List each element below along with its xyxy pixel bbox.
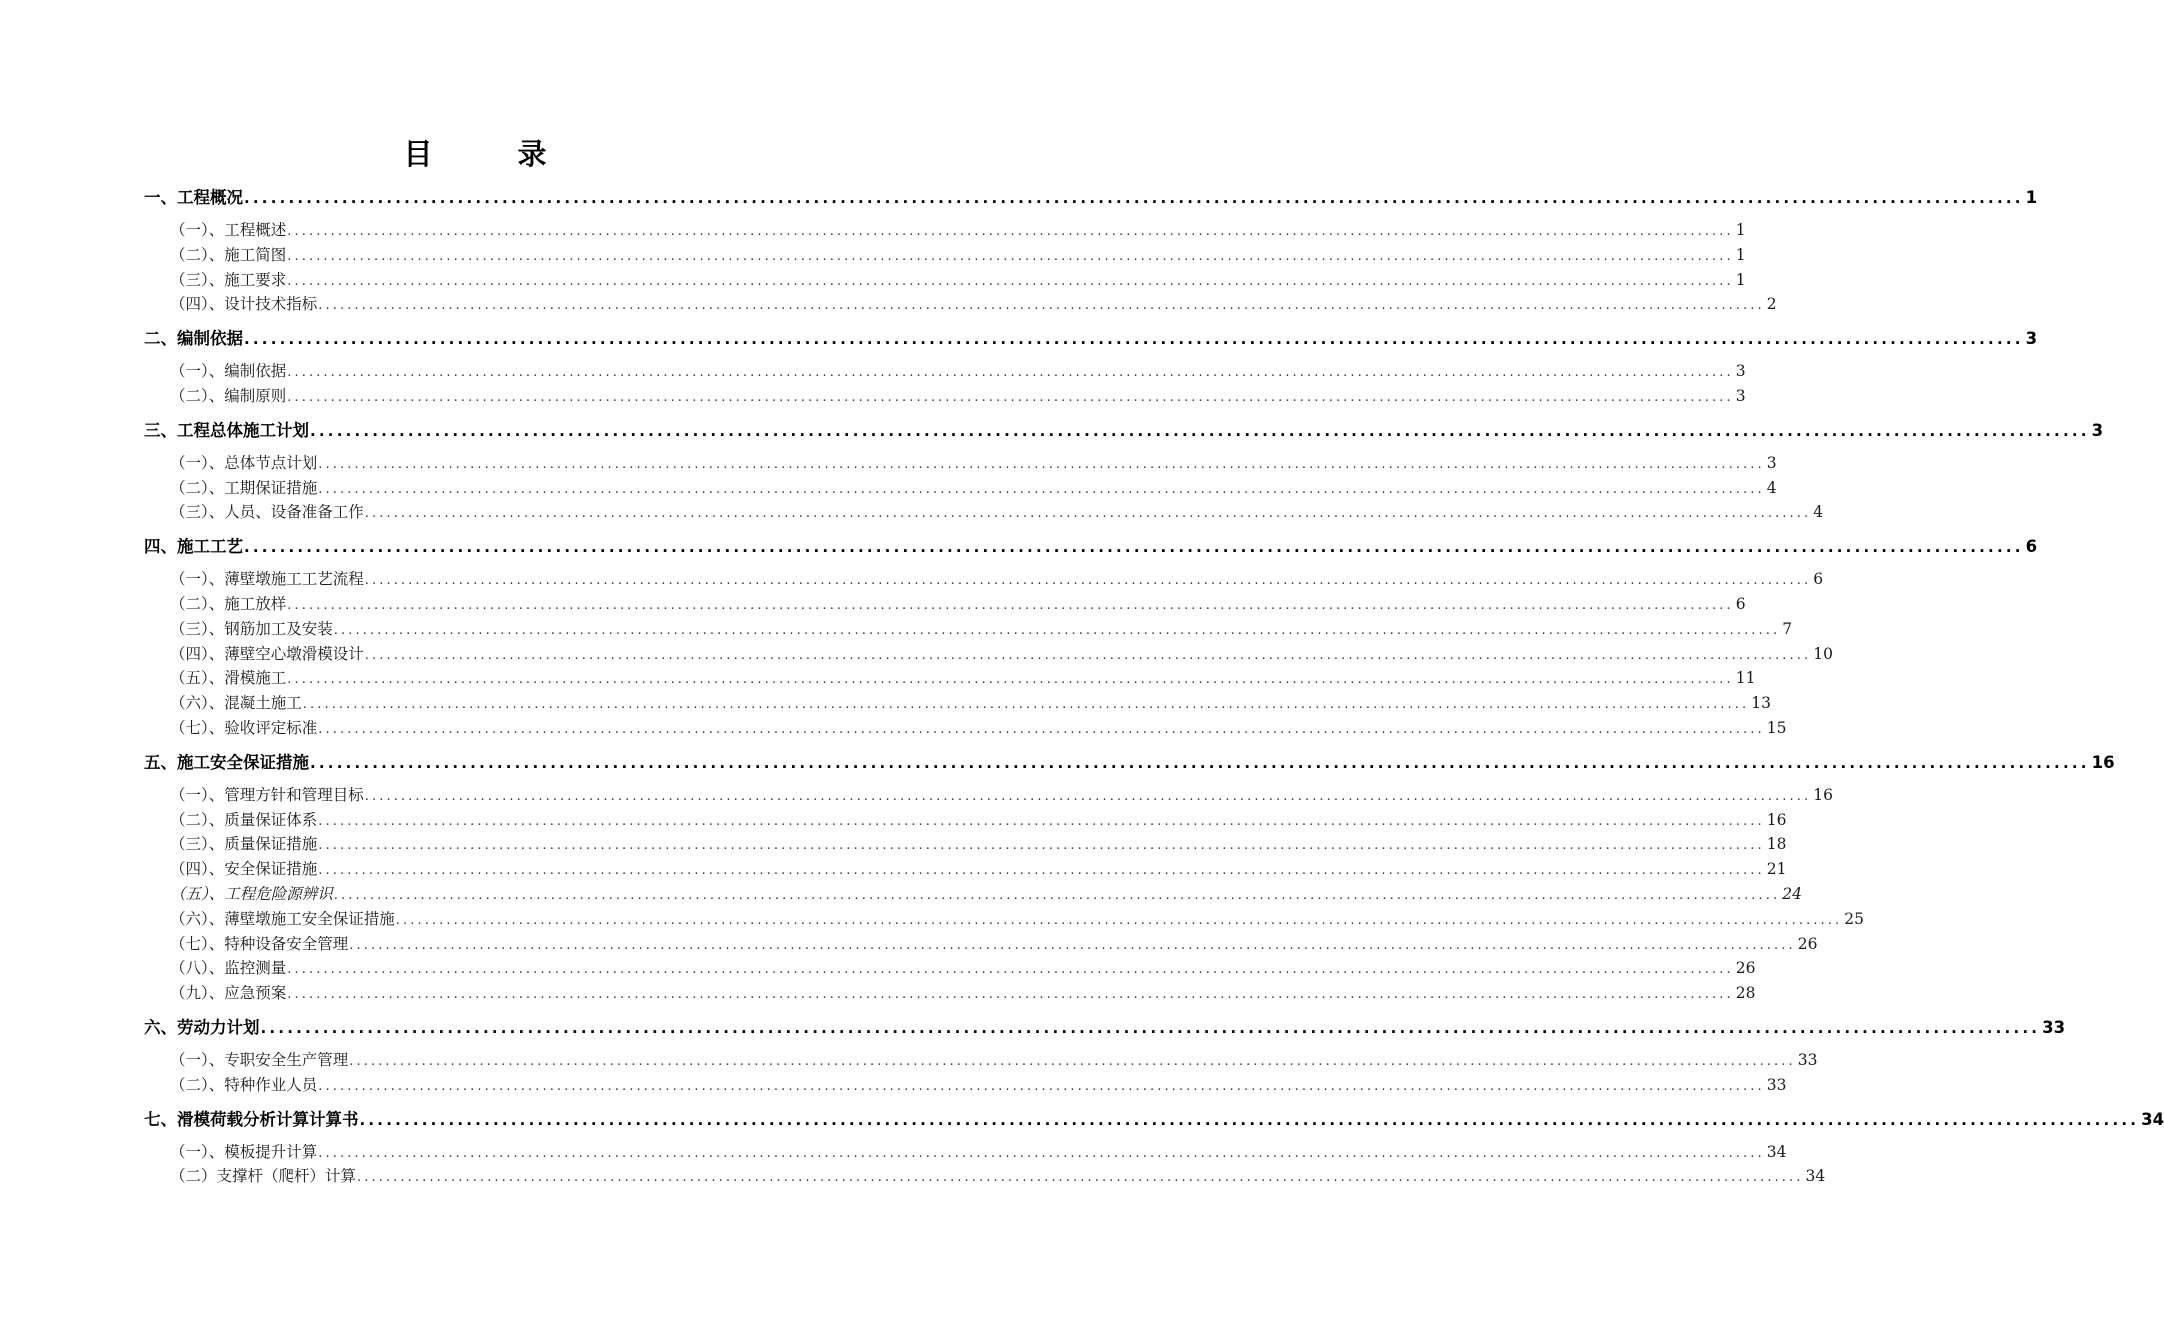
toc-dot-leader: ........................................................................................................................................................................................................ (318, 838, 1765, 854)
toc-entry-title: 六、劳动力计划 (144, 1017, 260, 1037)
toc-subsection-link[interactable] (144, 476, 1777, 501)
toc-page-number: 11 (1735, 669, 1756, 688)
toc-entry-title: 一、工程概况 (144, 188, 243, 207)
toc-page-number: 13 (1751, 694, 1771, 713)
toc-page-number: 6 (1813, 570, 1824, 589)
toc-section-link[interactable] (144, 1106, 2164, 1136)
toc-subsection-link[interactable] (144, 617, 1793, 642)
toc-subsection-link[interactable] (144, 1048, 1818, 1073)
toc-entry-title: （一）、薄壁墩施工工艺流程 (170, 570, 364, 589)
toc-subsection-link[interactable] (144, 882, 1802, 907)
toc-dot-leader: ........................................................................................................................................................................................................ (318, 863, 1765, 879)
toc-subsection-link[interactable] (144, 642, 1833, 667)
toc-section-link[interactable] (144, 184, 2038, 214)
toc-dot-leader: ........................................................................................................................................................................................................ (364, 573, 1812, 589)
toc-entry-title: （二）、质量保证体系 (170, 810, 318, 829)
toc-dot-leader: ........................................................................................................................................................................................................ (287, 962, 1734, 978)
toc-page-number: 16 (1766, 810, 1787, 829)
toc-entry-title: （二）、编制原则 (170, 386, 287, 405)
toc-page-number: 16 (2091, 752, 2115, 772)
toc-page-number: 7 (1782, 619, 1793, 638)
toc-dot-leader: ........................................................................................................................................................................................................ (364, 506, 1812, 522)
toc-entry-title: （四）、薄壁空心墩滑模设计 (170, 644, 364, 663)
toc-dot-leader: ........................................................................................................................................................................................................ (333, 887, 1781, 903)
toc-page-number: 28 (1735, 984, 1756, 1003)
toc-subsection-link[interactable] (144, 359, 1746, 384)
toc-section-link[interactable] (144, 1014, 2066, 1044)
toc-dot-leader: ........................................................................................................................................................................................................ (287, 273, 1734, 289)
toc-entry-title: 二、编制依据 (144, 329, 243, 349)
toc-subsection-link[interactable] (144, 592, 1746, 617)
toc-entry-title: （一）、管理方针和管理目标 (170, 785, 364, 804)
toc-page-number: 16 (1813, 785, 1833, 804)
toc-dot-leader: ........................................................................................................................................................................................................ (302, 697, 1750, 713)
toc-section-link[interactable] (144, 749, 2115, 779)
toc-dot-leader: ........................................................................................................................................................................................................ (244, 330, 2024, 349)
toc-page-number: 15 (1766, 718, 1787, 737)
toc-entry-title: （一）、模板提升计算 (170, 1142, 318, 1161)
toc-entry-title: 七、滑模荷载分析计算计算书 (144, 1109, 359, 1129)
toc-dot-leader: ........................................................................................................................................................................................................ (364, 788, 1812, 804)
toc-page-number: 33 (2042, 1017, 2066, 1037)
toc-page-number: 18 (1766, 835, 1787, 854)
toc-subsection-link[interactable] (144, 218, 1746, 243)
toc-entry-title: （三）、质量保证措施 (170, 835, 318, 854)
toc-entry-title: （一）、总体节点计划 (170, 453, 318, 472)
table-of-contents (144, 184, 2164, 1189)
toc-subsection-link[interactable] (144, 1164, 1826, 1189)
toc-page-number: 2 (1766, 295, 1777, 314)
toc-subsection-link[interactable] (144, 243, 1746, 268)
toc-subsection-link[interactable] (144, 451, 1777, 476)
toc-entry-title: （二）支撑杆（爬杆）计算 (170, 1167, 357, 1186)
toc-dot-leader: ........................................................................................................................................................................................................ (287, 389, 1734, 405)
toc-page-number: 1 (2025, 188, 2038, 207)
toc-page-number: 6 (1735, 594, 1746, 613)
toc-subsection-link[interactable] (144, 956, 1756, 981)
toc-subsection-link[interactable] (144, 1140, 1787, 1165)
toc-dot-leader: ........................................................................................................................................................................................................ (244, 189, 2024, 207)
toc-dot-leader: ........................................................................................................................................................................................................ (349, 937, 1796, 953)
toc-entry-title: 三、工程总体施工计划 (144, 420, 309, 440)
toc-dot-leader: ........................................................................................................................................................................................................ (310, 753, 2090, 772)
toc-dot-leader: ........................................................................................................................................................................................................ (318, 298, 1765, 314)
toc-page-number: 1 (1735, 270, 1746, 289)
toc-dot-leader: ........................................................................................................................................................................................................ (318, 481, 1765, 497)
toc-dot-leader: ........................................................................................................................................................................................................ (318, 1078, 1765, 1094)
toc-subsection-link[interactable] (144, 567, 1824, 592)
toc-page-number: 10 (1813, 644, 1833, 663)
toc-subsection-link[interactable] (144, 981, 1756, 1006)
toc-page-number: 4 (1813, 503, 1824, 522)
toc-dot-leader: ........................................................................................................................................................................................................ (357, 1170, 1804, 1186)
toc-page-number: 33 (1766, 1075, 1787, 1094)
toc-entry-title: （四）、设计技术指标 (170, 295, 318, 314)
toc-entry-title: 五、施工安全保证措施 (144, 752, 309, 772)
toc-dot-leader: ........................................................................................................................................................................................................ (287, 248, 1734, 264)
toc-subsection-link[interactable] (144, 783, 1833, 808)
toc-dot-leader: ........................................................................................................................................................................................................ (287, 224, 1734, 239)
toc-dot-leader: ........................................................................................................................................................................................................ (310, 421, 2090, 440)
toc-page-number: 26 (1797, 934, 1818, 953)
toc-dot-leader: ........................................................................................................................................................................................................ (287, 987, 1734, 1003)
toc-page-number: 1 (1735, 245, 1746, 264)
toc-entry-title: （二）、特种作业人员 (170, 1075, 318, 1094)
toc-subsection-link[interactable] (144, 268, 1746, 293)
toc-subsection-link[interactable] (144, 932, 1818, 957)
toc-page-number: 26 (1735, 959, 1756, 978)
toc-page-number: 4 (1766, 478, 1777, 497)
toc-dot-leader: ........................................................................................................................................................................................................ (318, 813, 1765, 829)
toc-page-number: 34 (2141, 1109, 2164, 1129)
toc-page-number: 34 (1805, 1167, 1826, 1186)
toc-dot-leader: ........................................................................................................................................................................................................ (318, 1145, 1765, 1161)
toc-entry-title: （一）、工程概述 (170, 221, 287, 239)
toc-entry-title: （三）、施工要求 (170, 270, 287, 289)
toc-dot-leader: ........................................................................................................................................................................................................ (349, 1053, 1796, 1069)
toc-entry-title: （七）、特种设备安全管理 (170, 934, 349, 953)
toc-subsection-link[interactable] (144, 500, 1824, 525)
toc-dot-leader: ........................................................................................................................................................................................................ (318, 721, 1765, 737)
toc-page-number: 3 (1766, 453, 1777, 472)
toc-entry-title: （六）、薄壁墩施工安全保证措施 (170, 909, 395, 928)
toc-entry-title: （一）、编制依据 (170, 362, 287, 381)
toc-dot-leader: ........................................................................................................................................................................................................ (395, 912, 1843, 928)
toc-dot-leader: ........................................................................................................................................................................................................ (364, 647, 1812, 663)
toc-dot-leader: ........................................................................................................................................................................................................ (244, 538, 2024, 557)
toc-subsection-link[interactable] (144, 907, 1864, 932)
toc-page-number: 1 (1735, 221, 1746, 239)
toc-dot-leader: ........................................................................................................................................................................................................ (333, 622, 1781, 638)
toc-subsection-link[interactable] (144, 857, 1787, 882)
toc-entry-title: （八）、监控测量 (170, 959, 287, 978)
toc-entry-title: （五）、工程危险源辨识 (170, 884, 333, 903)
toc-subsection-link[interactable] (144, 691, 1771, 716)
toc-dot-leader: ........................................................................................................................................................................................................ (318, 456, 1765, 472)
toc-page-number: 25 (1844, 909, 1864, 928)
toc-page-number: 33 (1797, 1050, 1818, 1069)
toc-entry-title: （九）、应急预案 (170, 984, 287, 1003)
toc-entry-title: （二）、工期保证措施 (170, 478, 318, 497)
toc-subsection-link[interactable] (144, 1073, 1787, 1098)
toc-dot-leader: ........................................................................................................................................................................................................ (359, 1110, 2140, 1129)
toc-page-number: 34 (1766, 1142, 1787, 1161)
toc-entry-title: （二）、施工简图 (170, 245, 287, 264)
toc-dot-leader: ........................................................................................................................................................................................................ (287, 597, 1734, 613)
page-title: 目 录 (403, 137, 575, 171)
toc-page-number: 3 (2091, 420, 2104, 440)
toc-entry-title: （三）、钢筋加工及安装 (170, 619, 333, 638)
toc-subsection-link[interactable] (144, 292, 1777, 317)
toc-page-number: 21 (1766, 860, 1787, 879)
toc-entry-title: （四）、安全保证措施 (170, 860, 318, 879)
toc-subsection-link[interactable] (144, 716, 1787, 741)
toc-section-link[interactable] (144, 417, 2104, 447)
toc-subsection-link[interactable] (144, 808, 1787, 833)
toc-section-link[interactable] (144, 325, 2038, 355)
toc-dot-leader: ........................................................................................................................................................................................................ (287, 672, 1734, 688)
toc-dot-leader: ........................................................................................................................................................................................................ (260, 1018, 2041, 1037)
toc-entry-title: （二）、施工放样 (170, 594, 287, 613)
toc-entry-title: 四、施工工艺 (144, 537, 243, 557)
toc-page-number: 3 (1735, 386, 1746, 405)
toc-entry-title: （五）、滑模施工 (170, 669, 287, 688)
toc-subsection-link[interactable] (144, 832, 1787, 857)
toc-subsection-link[interactable] (144, 384, 1746, 409)
toc-page-number: 24 (1782, 884, 1802, 903)
toc-entry-title: （一）、专职安全生产管理 (170, 1050, 349, 1069)
toc-entry-title: （三）、人员、设备准备工作 (170, 503, 364, 522)
toc-page-number: 3 (1735, 362, 1746, 381)
toc-subsection-link[interactable] (144, 666, 1756, 691)
toc-dot-leader: ........................................................................................................................................................................................................ (287, 365, 1734, 381)
toc-entry-title: （六）、混凝土施工 (170, 694, 302, 713)
toc-entry-title: （七）、验收评定标准 (170, 718, 318, 737)
toc-section-link[interactable] (144, 533, 2038, 563)
toc-page-number: 6 (2025, 537, 2038, 557)
toc-page-number: 3 (2025, 329, 2038, 349)
